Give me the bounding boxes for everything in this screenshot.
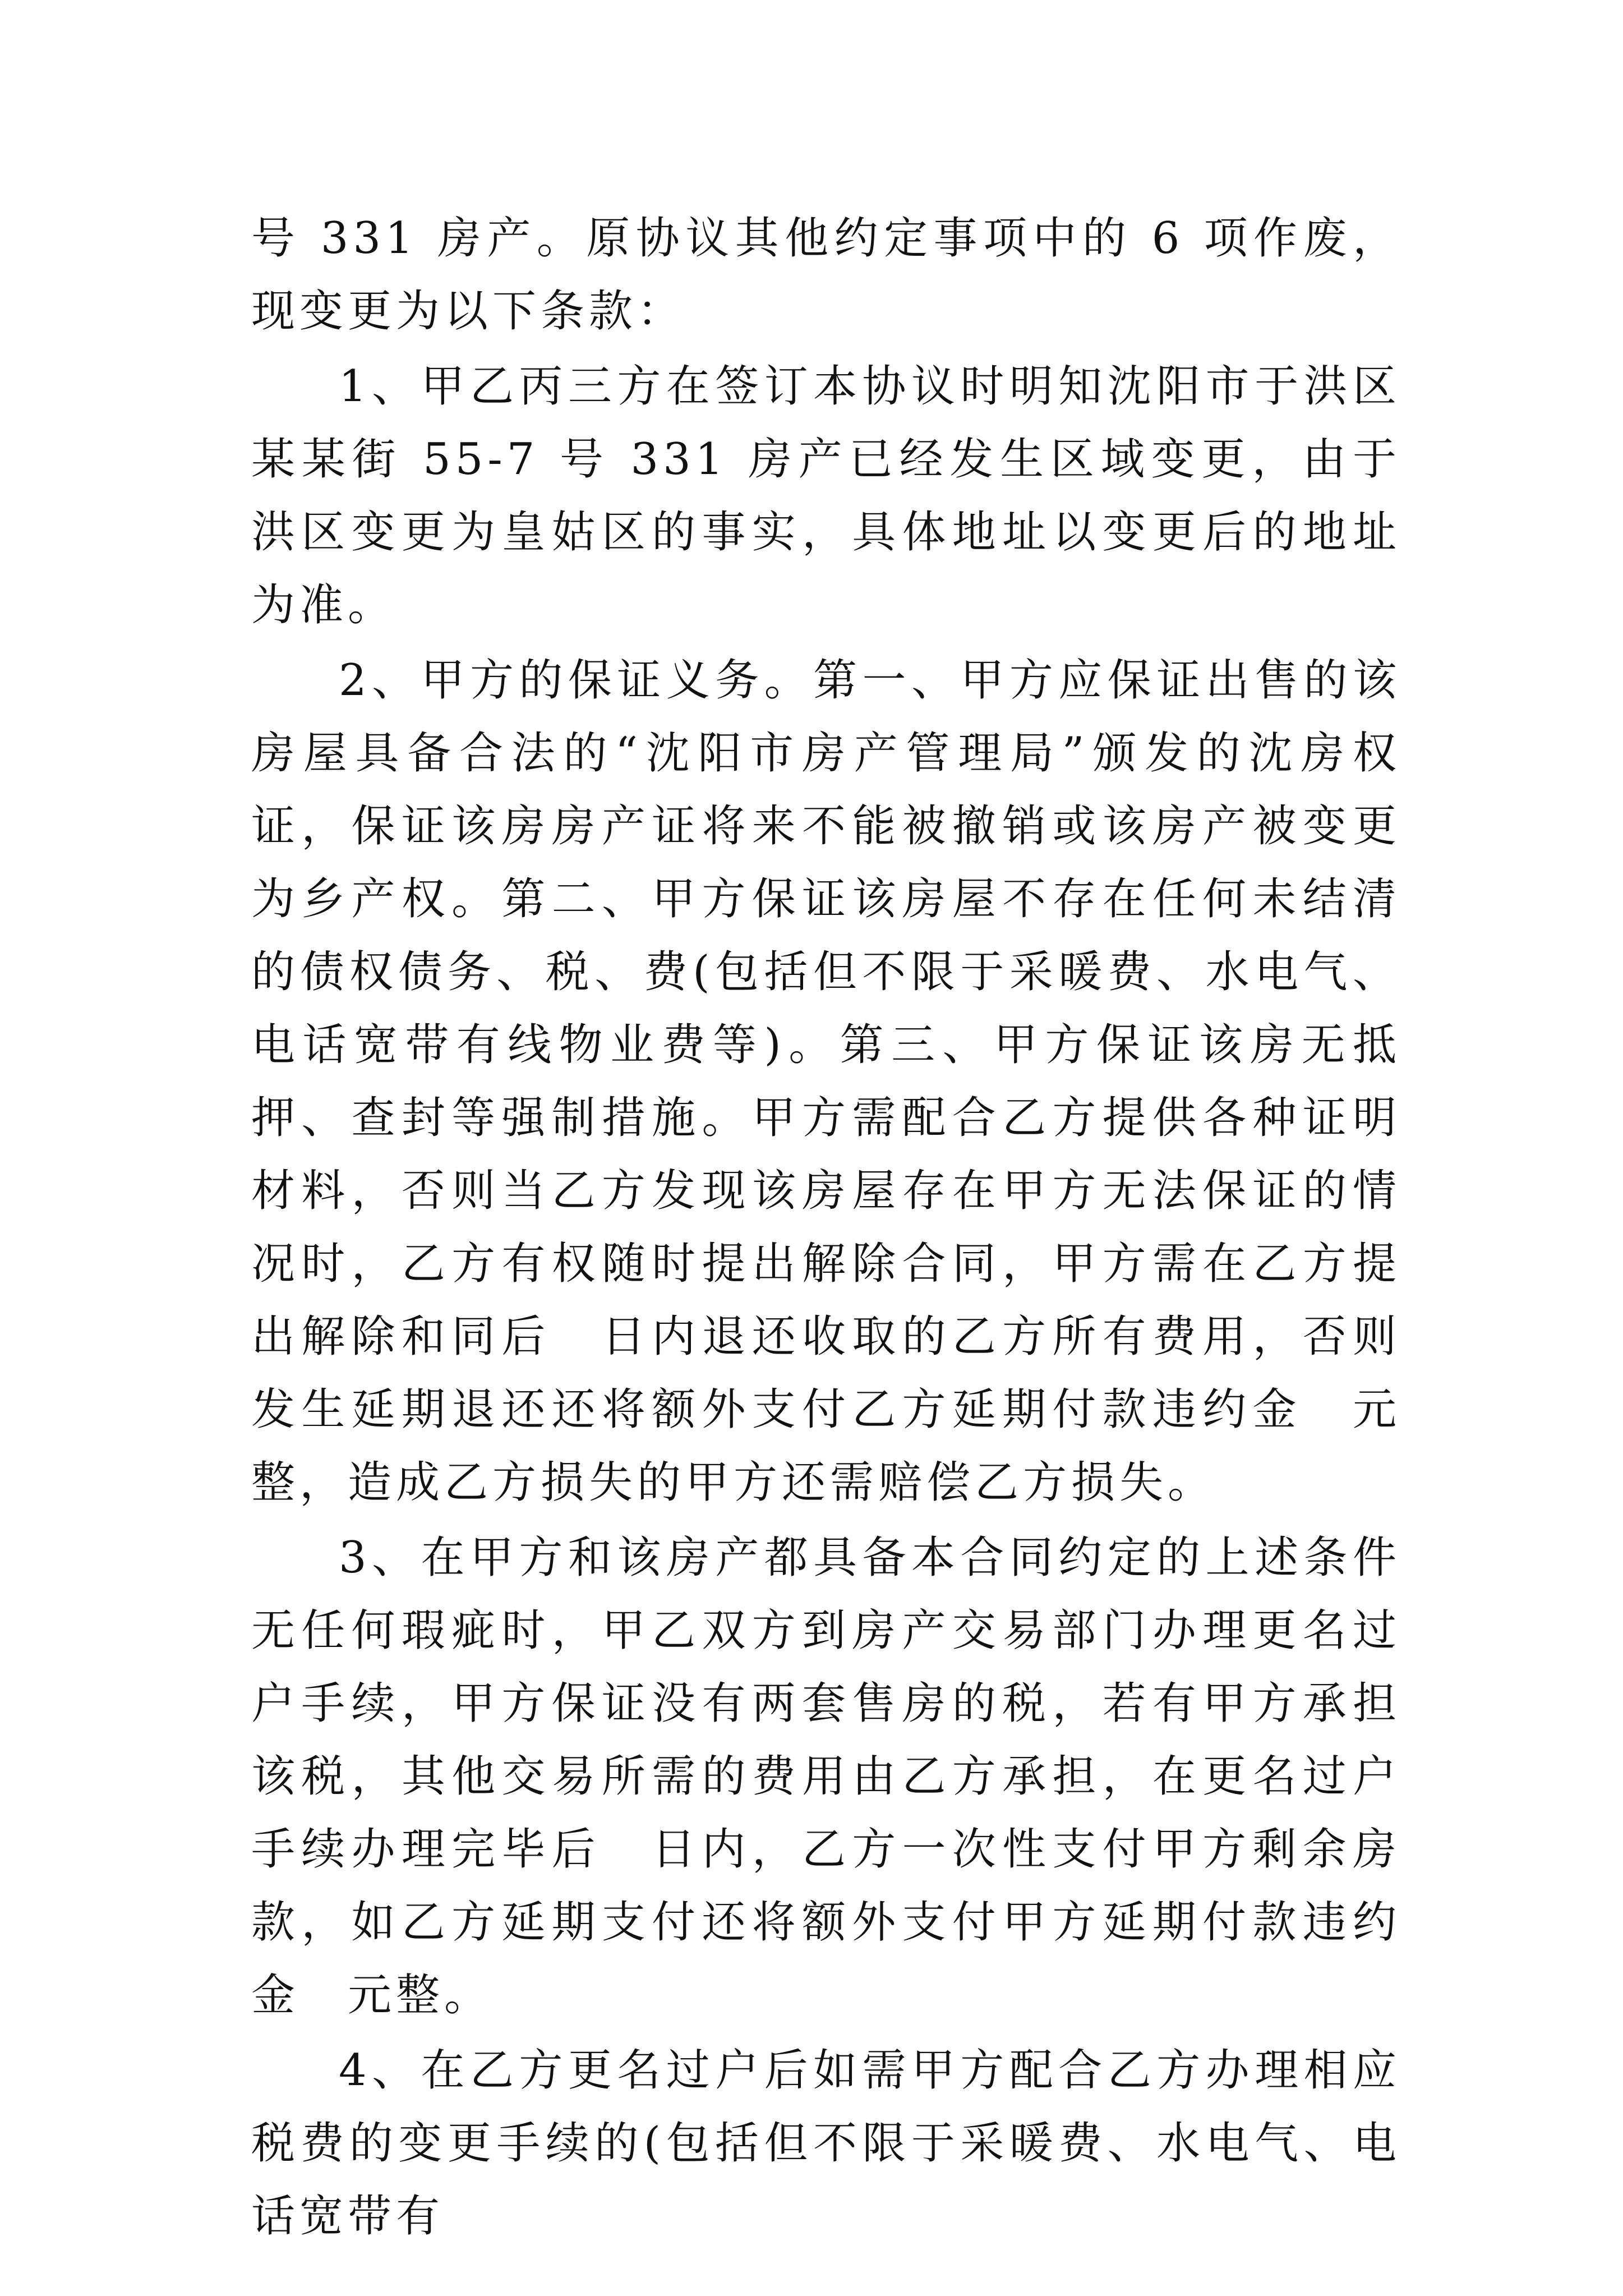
document-body [251,202,1401,2253]
paragraph-continuation: 号 331 房产。原协议其他约定事项中的 6 项作废，现变更为以下条款： [251,213,1401,337]
paragraph-clause-1: 1、甲乙丙三方在签订本协议时明知沈阳市于洪区某某街 55-7 号 331 房产已经发生区域变更，由于洪区变更为皇姑区的事实，具体地址以变更后的地址为准。 [251,361,1401,631]
paragraph-clause-2: 2、甲方的保证义务。第一、甲方应保证出售的该房屋具备合法的“沈阳市房产管理局”颁发的沈房权证，保证该房房产证将来不能被撤销或该房产被变更为乡产权。第二、甲方保证该房屋不存在任何未结清的债权债务、税、费(包括但不限于采暖费、水电气、电话宽带有线物业费等)。第三、甲方保证该房无抵押、查封等强制措施。甲方需配合乙方提供各种证明材料，否则当乙方发现该房屋存在甲方无法保证的情况时，乙方有权随时提出解除合同，甲方需在乙方提出解除和同后 日内退还收取的乙方所有费用，否则发生延期退还还将额外支付乙方延期付款违约金 元整，造成乙方损失的甲方还需赔偿乙方损失。 [251,655,1401,1508]
paragraph-clause-3: 3、在甲方和该房产都具备本合同约定的上述条件无任何瑕疵时，甲乙双方到房产交易部门办理更名过户手续，甲方保证没有两套售房的税，若有甲方承担该税，其他交易所需的费用由乙方承担，在更名过户手续办理完毕后 日内，乙方一次性支付甲方剩余房款，如乙方延期支付还将额外支付甲方延期付款违约金 元整。 [251,1533,1401,2021]
paragraph-clause-4: 4、在乙方更名过户后如需甲方配合乙方办理相应税费的变更手续的(包括但不限于采暖费、水电气、电话宽带有 [251,2045,1401,2242]
